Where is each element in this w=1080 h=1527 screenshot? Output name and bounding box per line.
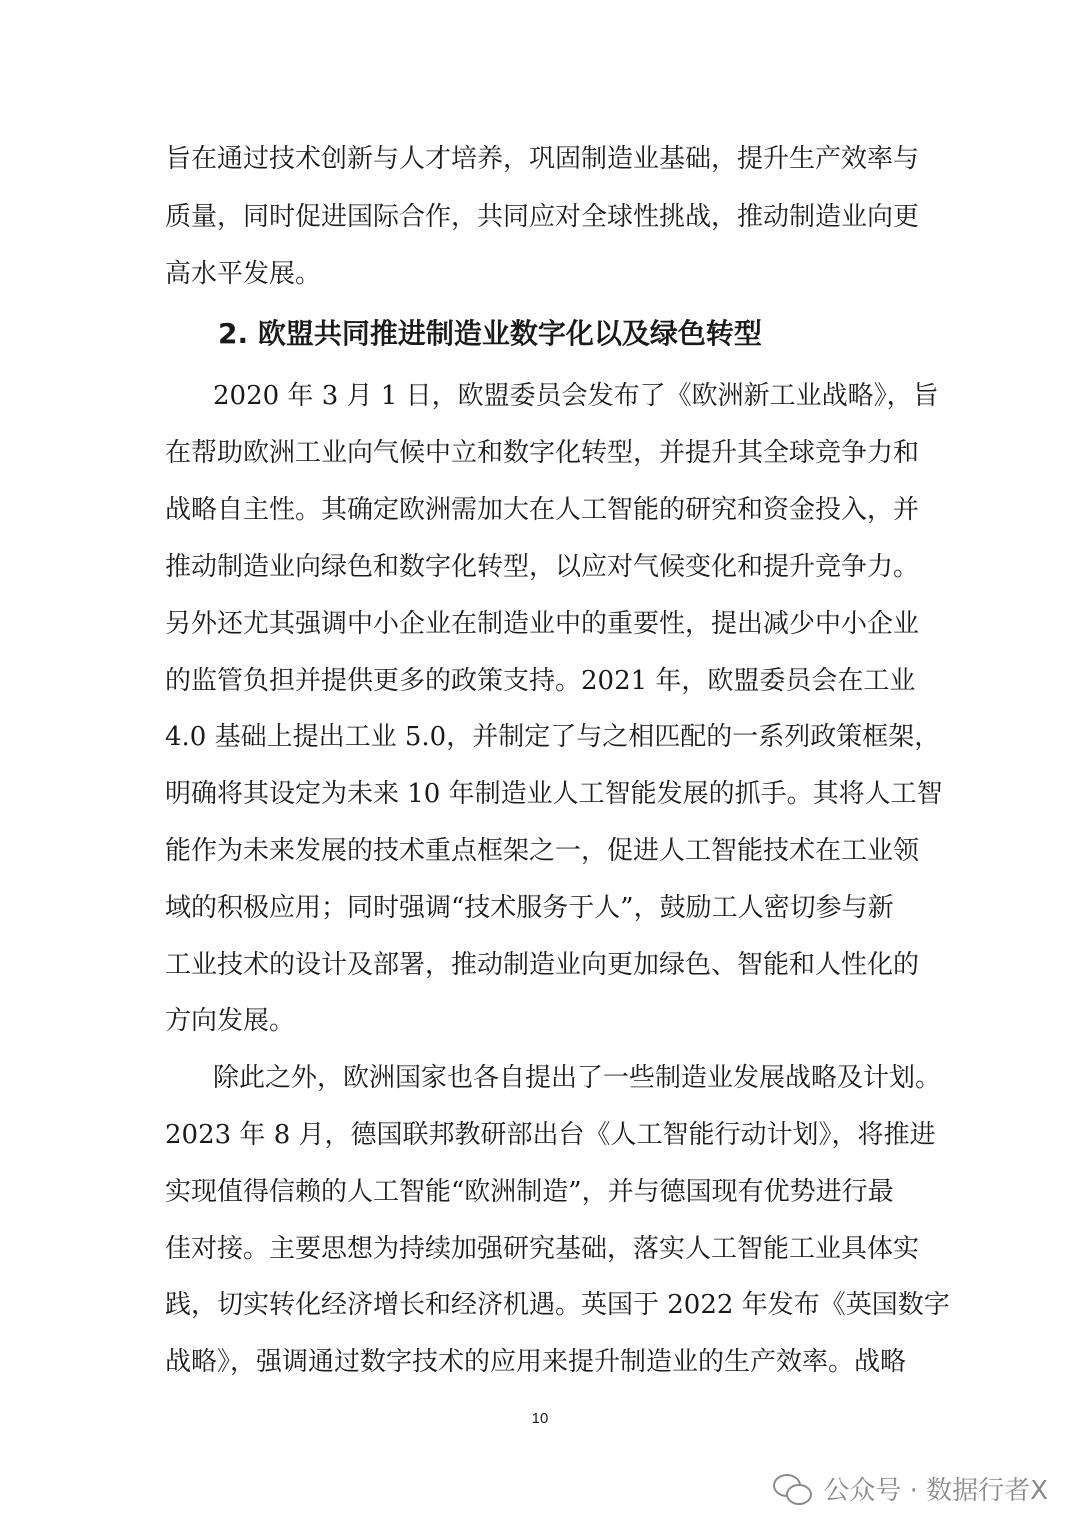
text-line-18: 实现值得信赖的人工智能“欧洲制造”，并与德国现有优势进行最 <box>165 1177 894 1207</box>
text-line-8: 另外还尤其强调中小企业在制造业中的重要性，提出减少中小企业 <box>165 609 920 639</box>
text-line-1: 旨在通过技术创新与人才培养，巩固制造业基础，提升生产效率与 <box>165 144 920 174</box>
text-line-7: 推动制造业向绿色和数字化转型，以应对气候变化和提升竞争力。 <box>165 552 920 582</box>
text-line-13: 域的积极应用；同时强调“技术服务于人”，鼓励工人密切参与新 <box>165 893 894 923</box>
text-line-21: 战略》，强调通过数字技术的应用来提升制造业的生产效率。战略 <box>165 1347 907 1377</box>
watermark <box>773 1470 1048 1507</box>
text-line-6: 战略自主性。其确定欧洲需加大在人工智能的研究和资金投入，并 <box>165 495 920 525</box>
text-line-2: 质量，同时促进国际合作，共同应对全球性挑战，推动制造业向更 <box>165 202 920 232</box>
text-line-15: 方向发展。 <box>165 1006 296 1036</box>
text-line-19: 佳对接。主要思想为持续加强研究基础，落实人工智能工业具体实 <box>165 1234 920 1264</box>
wechat-icon <box>773 1472 813 1506</box>
text-line-10: 4.0 基础上提出工业 5.0，并制定了与之相匹配的一系列政策框架， <box>165 722 941 752</box>
text-line-20: 践，切实转化经济增长和经济机遇。英国于 2022 年发布《英国数字 <box>165 1290 950 1320</box>
text-line-14: 工业技术的设计及部署，推动制造业向更加绿色、智能和人性化的 <box>165 950 920 980</box>
watermark-text: 公众号 · 数据行者X <box>823 1476 1048 1506</box>
text-line-16: 除此之外，欧洲国家也各自提出了一些制造业发展战略及计划。 <box>213 1063 942 1093</box>
text-line-3: 高水平发展。 <box>165 259 322 289</box>
text-line-11: 明确将其设定为未来 10 年制造业人工智能发展的抓手。其将人工智 <box>165 779 943 809</box>
text-line-5: 在帮助欧洲工业向气候中立和数字化转型，并提升其全球竞争力和 <box>165 438 920 468</box>
text-line-4: 2020 年 3 月 1 日，欧盟委员会发布了《欧洲新工业战略》，旨 <box>213 381 939 411</box>
page-number: 10 <box>531 1410 549 1427</box>
text-line-12: 能作为未来发展的技术重点框架之一，促进人工智能技术在工业领 <box>165 836 920 866</box>
section-heading: 2. 欧盟共同推进制造业数字化以及绿色转型 <box>218 317 762 350</box>
text-line-17: 2023 年 8 月，德国联邦教研部出台《人工智能行动计划》，将推进 <box>165 1120 936 1150</box>
text-line-9: 的监管负担并提供更多的政策支持。2021 年，欧盟委员会在工业 <box>165 666 916 696</box>
